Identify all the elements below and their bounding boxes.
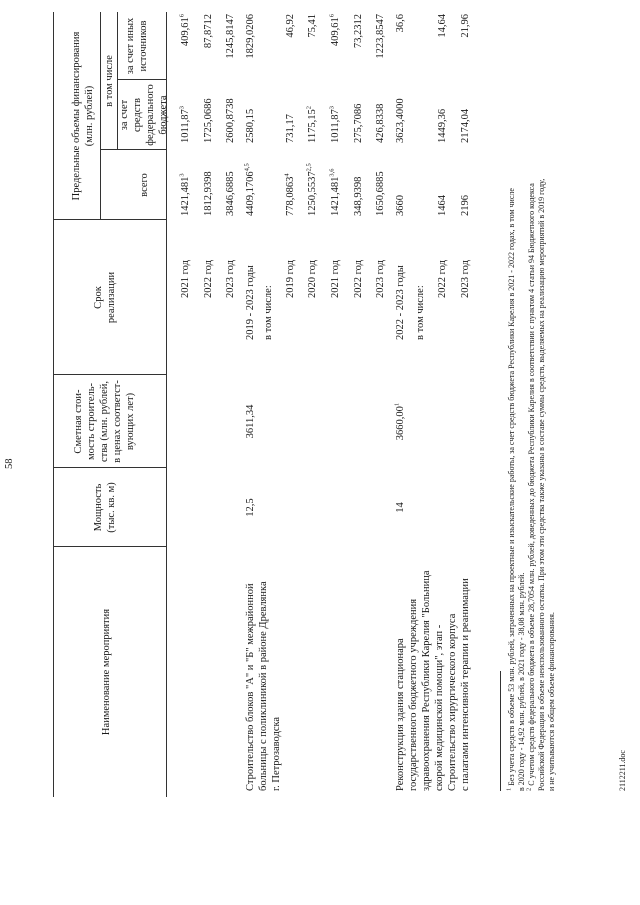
total-cell: 3846,6885 bbox=[225, 171, 236, 216]
header-capacity-1: Мощность bbox=[93, 483, 104, 532]
header-term-1: Срок bbox=[93, 286, 104, 309]
term-cell: 2023 год bbox=[375, 260, 386, 298]
total-cell: 2196 bbox=[460, 195, 471, 216]
other-cell: 1829,0206 bbox=[245, 14, 256, 59]
federal-cell: 2580,15 bbox=[245, 108, 256, 143]
total-cell: 4409,1706 bbox=[245, 171, 256, 216]
document-code: 2112211.doc bbox=[618, 750, 627, 791]
header-limits-2: (млн. рублей) bbox=[84, 85, 95, 147]
federal-cell: 3623,4000 bbox=[395, 98, 406, 143]
total-footnote-ref: 3 bbox=[178, 173, 186, 177]
other-footnote-ref: 6 bbox=[178, 14, 186, 18]
federal-cell: 731,17 bbox=[285, 114, 296, 143]
federal-cell: 1011,87 bbox=[180, 109, 191, 143]
other-cell: 46,92 bbox=[285, 14, 296, 38]
other-cell: 87,8712 bbox=[203, 14, 214, 49]
header-federal-4: бюджета bbox=[158, 95, 169, 135]
incl-label: в том числе: bbox=[263, 285, 274, 340]
other-cell: 14,64 bbox=[437, 14, 448, 38]
other-cell: 1223,8547 bbox=[375, 14, 386, 59]
estimate-footnote-ref: 1 bbox=[393, 402, 401, 407]
project-name-line: больницы с поликлиникой в районе Древлянка bbox=[258, 581, 269, 791]
total-footnote-ref: 2,5 bbox=[305, 163, 313, 172]
header-total: всего bbox=[139, 173, 150, 197]
total-cell: 3660 bbox=[395, 195, 406, 216]
project-name-line: Реконструкция здания стационара bbox=[395, 638, 406, 791]
header-other-2: источников bbox=[138, 20, 149, 72]
project-name-line: г. Петрозаводска bbox=[271, 716, 282, 791]
other-cell: 73,2312 bbox=[353, 14, 364, 49]
footnote-2-line-1: С учетом средств федерального бюджета в объеме 28,7054 млн. рублей, доведенных до бюджета Республики Карелия в соответствии с пунктом 4 статьи 94 Бюджетного кодекса bbox=[527, 183, 536, 786]
other-cell: 1245,8147 bbox=[225, 14, 236, 59]
header-estimate-4: в ценах соответст- bbox=[112, 380, 123, 463]
total-footnote-ref: 4 bbox=[283, 173, 291, 177]
total-cell: 778,0863 bbox=[285, 176, 296, 216]
other-cell: 75,41 bbox=[307, 14, 318, 38]
other-cell: 409,61 bbox=[180, 17, 191, 47]
header-estimate-5: вующих лет) bbox=[125, 392, 136, 451]
header-federal-1: за счет bbox=[119, 99, 130, 131]
footnote-2-line-2: Российской Федерации в объеме неиспользованного остатка. При этом эти средства также указаны в составе суммы средств, выделяемых на реализацию мероприятий в 2019 году, bbox=[537, 178, 546, 791]
header-estimate-3: ства (млн. рублей, bbox=[99, 380, 110, 463]
federal-footnote-ref: 2 bbox=[305, 106, 313, 110]
term-cell: 2022 год bbox=[437, 260, 448, 298]
total-cell: 1421,481 bbox=[330, 176, 341, 216]
project-name-line: скорой медицинской помощи", этап - bbox=[434, 624, 445, 791]
header-limits-1: Предельные объемы финансирования bbox=[71, 31, 82, 201]
federal-cell: 2600,8738 bbox=[225, 98, 236, 143]
header-other-1: за счет иных bbox=[125, 17, 136, 75]
term-cell: 2019 год bbox=[285, 260, 296, 298]
federal-footnote-ref: 3 bbox=[178, 106, 186, 110]
term-cell: 2019 - 2023 годы bbox=[245, 265, 256, 340]
other-cell: 21,96 bbox=[460, 14, 471, 38]
footnote-2-line-3: и не учитываются в общем объеме финансирования. bbox=[547, 612, 556, 791]
header-name: Наименование мероприятия bbox=[101, 608, 112, 736]
header-estimate-2: мость строитель- bbox=[86, 382, 97, 461]
total-cell: 1812,9398 bbox=[203, 171, 214, 216]
project-name-line: Строительство хирургического корпуса bbox=[447, 613, 458, 791]
federal-cell: 1449,36 bbox=[437, 108, 448, 143]
capacity-cell: 14 bbox=[395, 502, 406, 513]
header-federal-3: федерального bbox=[145, 84, 156, 146]
term-cell: 2022 - 2023 годы bbox=[395, 265, 406, 340]
capacity-cell: 12,5 bbox=[245, 498, 256, 517]
term-cell: 2022 год bbox=[353, 260, 364, 298]
total-cell: 1650,6885 bbox=[375, 171, 386, 216]
total-cell: 1250,5537 bbox=[307, 171, 318, 216]
term-cell: 2020 год bbox=[307, 260, 318, 298]
page-number: 58 bbox=[4, 458, 15, 469]
federal-footnote-ref: 3 bbox=[328, 106, 336, 110]
header-incl: в том числе bbox=[104, 55, 115, 107]
other-cell: 36,6 bbox=[395, 14, 406, 33]
federal-cell: 2174,04 bbox=[460, 108, 471, 143]
total-cell: 1464 bbox=[437, 195, 448, 216]
federal-cell: 1725,0686 bbox=[203, 98, 214, 143]
header-term-2: реализации bbox=[106, 271, 117, 324]
term-cell: 2021 год bbox=[330, 260, 341, 298]
rotated-page: 58 Наименование мероприятия Мощность (тыс. кв. м) Сметная стои- мость строитель- ства (млн. рублей, в ценах соответст- вующих лет) Срок реализации Предельные объемы финансирования (млн. рублей) всего в том числе за счет средств федерального бюджета за счет иных источников 2021 год 1421,481$^3$ 1011,87$^3$ 409,61$^6$ 2022 год 1812,9398 1725,0686 87,8712 2023 год 3846,6885 2600,8738 1245,8147 Строительство блоков "А" и "Б" межрайонной больницы с поликлиникой в районе Древлянка г. Петрозаводска 12,5 3611,34 2019 - 2023 годы 4409,1706$^{4,5}$ 2580,15 1829,0206 в том числе: 2019 год 778,0863$^4$ 731,17 46,92 2020 год 1250,5537$^{2,5}$ 1175,15$^2$ 75,41 2021 год 1421,481$^{3,6}$ 1011,87$^3$ 409,61$^6$ 2022 год 348,9398 275,7086 73,2312 2023 год 1650,6885 426,8338 1223,8547 Реконструкция здания стационара государственного бюджетного учреждения здравоохранения Республики Карелия "Больница скорой медицинской помощи", этап - Строительство хирургического корпуса с палатами интенсивной терапии и реанимации 14 3660,00$^1$ 2022 - 2023 годы 3660 3623,4000 36,6 в том числе: 2022 год 1464 1449,36 14,64 2023 год 2196 2174,04 21,96 $^1$ Без учета средств в объеме 53 млн. рублей, затраченных на проектные и изыскательские работы, за счет средств бюджета Республики Карелия в 2021 - 2022 годах, в том числе в 2020 году - 14,92 млн. рублей, в 2021 году - 38,08 млн. рублей. $^2$ С учетом средств федерального бюджета в объеме 28,7054 млн. рублей, доведенных до бюджета Республики Карелия в соответствии с пунктом 4 статьи 94 Бюджетного кодекса Российской Федерации в объеме неиспользованного остатка. При этом эти средства также указаны в составе суммы средств, выделяемых на реализацию мероприятий в 2019 году, и не учитываются в общем объеме финансирования. 2112211.doc bbox=[0, 0, 640, 905]
total-footnote-ref: 4,5 bbox=[243, 163, 251, 172]
footnote-1-line-2: в 2020 году - 14,92 млн. рублей, в 2021 году - 38,08 млн. рублей. bbox=[517, 572, 526, 791]
federal-cell: 1011,87 bbox=[330, 109, 341, 143]
other-footnote-ref: 6 bbox=[328, 14, 336, 18]
incl-label: в том числе: bbox=[415, 285, 426, 340]
federal-cell: 1175,15 bbox=[307, 109, 318, 143]
estimate-cell: 3611,34 bbox=[245, 404, 256, 439]
term-cell: 2023 год bbox=[460, 260, 471, 298]
term-cell: 2023 год bbox=[225, 260, 236, 298]
federal-cell: 275,7086 bbox=[353, 103, 364, 143]
total-cell: 1421,481 bbox=[180, 176, 191, 216]
project-name-line: Строительство блоков "А" и "Б" межрайонной bbox=[245, 583, 256, 791]
term-cell: 2022 год bbox=[203, 260, 214, 298]
project-name-line: с палатами интенсивной терапии и реанимации bbox=[460, 578, 471, 791]
header-capacity-2: (тыс. кв. м) bbox=[106, 482, 117, 533]
other-cell: 409,61 bbox=[330, 17, 341, 47]
term-cell: 2021 год bbox=[180, 260, 191, 298]
estimate-cell: 3660,00 bbox=[395, 406, 406, 441]
footnote-1-line-1: Без учета средств в объеме 53 млн. рублей, затраченных на проектные и изыскательские работы, за счет средств бюджета Республики Карелия в 2021 - 2022 годах, в том числе bbox=[507, 188, 516, 786]
project-name-line: государственного бюджетного учреждения bbox=[408, 598, 419, 791]
federal-cell: 426,8338 bbox=[375, 103, 386, 143]
header-federal-2: средств bbox=[132, 98, 143, 132]
total-footnote-ref: 3,6 bbox=[328, 168, 336, 177]
project-name-line: здравоохранения Республики Карелия "Больница bbox=[421, 570, 432, 791]
header-estimate-1: Сметная стои- bbox=[73, 389, 84, 454]
total-cell: 348,9398 bbox=[353, 176, 364, 216]
